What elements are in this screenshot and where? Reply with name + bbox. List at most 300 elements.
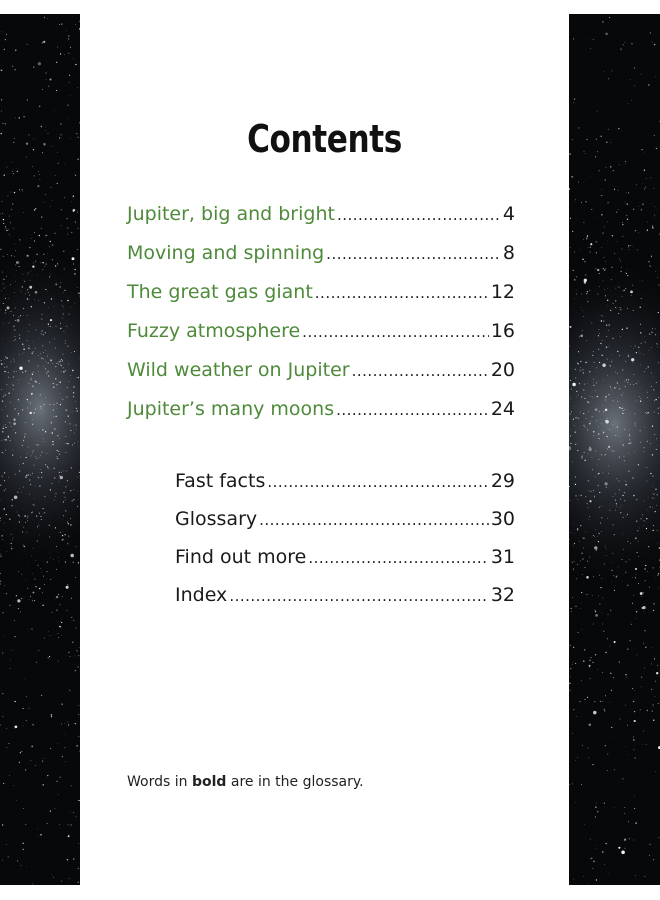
star	[0, 499, 1, 500]
star	[1, 290, 2, 291]
toc-entry[interactable]	[175, 546, 515, 568]
star	[606, 167, 607, 168]
star	[599, 459, 600, 460]
star	[78, 882, 79, 883]
star	[640, 430, 641, 431]
toc-entry-page: 16	[490, 320, 515, 342]
star	[631, 346, 632, 347]
star	[628, 103, 629, 104]
star	[64, 164, 65, 165]
star	[61, 398, 62, 399]
star	[583, 270, 584, 271]
star	[68, 53, 69, 54]
star	[13, 537, 14, 538]
star	[607, 518, 608, 519]
star	[5, 357, 6, 358]
star	[58, 458, 59, 459]
star	[75, 627, 76, 628]
star	[625, 161, 626, 162]
star	[32, 600, 33, 601]
star	[583, 222, 584, 223]
star	[603, 432, 604, 433]
star	[607, 359, 608, 360]
star	[573, 709, 574, 710]
star	[58, 451, 59, 452]
star	[584, 824, 585, 825]
star	[3, 223, 4, 224]
star	[14, 329, 15, 330]
toc-entry[interactable]	[127, 398, 515, 420]
star	[596, 550, 597, 551]
star	[654, 412, 655, 413]
star	[620, 261, 621, 262]
star	[57, 456, 58, 457]
star	[4, 174, 5, 175]
star	[71, 785, 72, 786]
star	[573, 568, 574, 569]
toc-entry[interactable]	[127, 359, 515, 381]
star	[620, 507, 621, 508]
star	[657, 347, 658, 348]
star	[596, 382, 597, 383]
star	[43, 359, 44, 360]
star	[606, 324, 607, 325]
star	[619, 661, 620, 662]
toc-leader-dots	[267, 473, 488, 491]
toc-entry[interactable]	[175, 584, 515, 606]
star	[614, 807, 615, 808]
toc-entry-label: Wild weather on Jupiter	[127, 359, 350, 381]
toc-entry[interactable]	[127, 203, 515, 225]
star	[54, 339, 55, 340]
star	[588, 505, 589, 506]
star	[601, 531, 602, 532]
star	[59, 438, 60, 439]
star	[49, 342, 50, 343]
star	[651, 332, 652, 333]
star	[581, 396, 582, 397]
star	[602, 672, 603, 673]
star	[51, 146, 52, 147]
star	[58, 661, 59, 662]
star	[32, 598, 33, 599]
star	[59, 475, 60, 476]
star	[617, 241, 618, 242]
star	[618, 287, 619, 288]
star	[5, 39, 6, 40]
star	[656, 148, 657, 149]
star	[611, 267, 612, 268]
star	[629, 193, 630, 194]
star	[55, 378, 56, 379]
star	[54, 110, 55, 111]
star	[655, 499, 656, 500]
star	[21, 751, 22, 752]
star	[588, 490, 589, 491]
star	[17, 418, 18, 419]
star	[27, 44, 28, 45]
star	[609, 874, 610, 875]
star	[62, 596, 63, 597]
star	[35, 456, 36, 457]
star	[3, 453, 4, 454]
star	[588, 757, 589, 758]
star	[51, 422, 52, 423]
star	[50, 748, 51, 749]
star	[570, 380, 571, 381]
star	[74, 386, 75, 387]
star	[65, 500, 66, 501]
star	[65, 735, 66, 736]
star	[595, 529, 596, 530]
star	[569, 153, 570, 154]
star	[63, 331, 64, 332]
star	[3, 636, 4, 637]
star	[572, 664, 573, 665]
star	[60, 282, 61, 283]
star	[590, 858, 591, 859]
star	[2, 272, 3, 273]
star	[63, 539, 64, 540]
star	[648, 366, 649, 367]
star	[605, 547, 606, 548]
star	[19, 608, 20, 609]
star	[55, 283, 57, 285]
star	[651, 372, 652, 373]
star	[654, 188, 655, 189]
star	[1, 111, 2, 112]
star	[606, 843, 607, 844]
star	[59, 561, 60, 562]
star	[631, 100, 632, 101]
star	[67, 234, 68, 235]
star	[56, 416, 57, 417]
star	[593, 576, 594, 577]
star	[73, 263, 74, 264]
star	[654, 400, 655, 401]
star	[589, 500, 591, 502]
star	[28, 331, 29, 332]
star	[46, 79, 47, 80]
star	[54, 598, 55, 599]
star	[582, 603, 583, 604]
toc-entry[interactable]	[127, 242, 515, 264]
star	[649, 844, 650, 845]
star	[628, 486, 629, 487]
star	[47, 578, 48, 579]
star	[601, 454, 602, 455]
star	[610, 646, 611, 647]
star	[48, 371, 49, 372]
star	[607, 418, 608, 419]
star	[63, 314, 64, 315]
toc-leader-dots	[259, 511, 489, 529]
star	[598, 433, 599, 434]
star	[6, 747, 7, 748]
star	[590, 247, 591, 248]
star	[644, 371, 645, 372]
star	[29, 324, 30, 325]
star	[601, 190, 602, 191]
star	[620, 271, 621, 272]
star	[574, 299, 575, 300]
star	[599, 438, 600, 439]
star	[636, 352, 637, 353]
star	[614, 387, 615, 388]
star	[598, 427, 599, 428]
star	[78, 491, 79, 492]
star	[59, 286, 60, 287]
star	[588, 453, 589, 454]
star	[40, 262, 41, 263]
star	[602, 340, 603, 341]
star	[628, 453, 629, 454]
star	[27, 255, 29, 257]
star	[43, 41, 45, 43]
star	[15, 307, 16, 308]
star	[647, 229, 648, 230]
star	[635, 757, 636, 758]
star	[575, 444, 576, 445]
star	[51, 875, 52, 876]
star	[37, 526, 38, 527]
star	[69, 82, 70, 83]
star	[6, 230, 7, 231]
star	[22, 189, 23, 190]
toc-entry-page: 24	[490, 398, 515, 420]
star	[655, 771, 656, 772]
star	[2, 824, 3, 825]
star	[637, 655, 638, 656]
star	[50, 359, 52, 361]
star	[78, 377, 79, 378]
star	[4, 586, 5, 587]
star	[625, 163, 626, 164]
star	[599, 286, 600, 287]
star	[658, 408, 659, 409]
star	[31, 455, 32, 456]
star	[48, 326, 49, 327]
star	[39, 383, 40, 384]
star	[574, 425, 575, 426]
star	[1, 70, 2, 71]
star	[590, 251, 591, 252]
star	[603, 268, 604, 269]
star	[63, 515, 64, 516]
star	[643, 520, 644, 521]
star	[582, 574, 583, 575]
star	[19, 488, 20, 489]
star	[653, 704, 654, 705]
star	[644, 188, 645, 189]
star	[622, 369, 623, 370]
star	[606, 262, 607, 263]
star	[593, 431, 595, 433]
star	[67, 543, 68, 544]
star	[636, 184, 637, 185]
star	[589, 884, 590, 885]
star	[61, 703, 62, 704]
star	[63, 367, 64, 368]
star	[635, 230, 636, 231]
star	[42, 42, 43, 43]
star	[0, 310, 1, 311]
star	[15, 725, 18, 728]
star	[595, 390, 596, 391]
star	[45, 130, 46, 131]
star	[0, 214, 1, 215]
toc-entry-label: Glossary	[175, 508, 258, 530]
star	[640, 592, 643, 595]
star	[592, 355, 593, 356]
toc-entry[interactable]	[175, 508, 515, 530]
star	[34, 209, 35, 210]
star	[37, 565, 38, 566]
star	[3, 303, 4, 304]
star	[636, 521, 637, 522]
star	[647, 397, 648, 398]
star	[59, 824, 60, 825]
star	[44, 17, 45, 18]
star	[602, 578, 603, 579]
star	[645, 187, 646, 188]
star	[633, 736, 634, 737]
star	[620, 512, 621, 513]
star	[639, 351, 640, 352]
star	[644, 568, 645, 569]
star	[575, 477, 576, 478]
star	[649, 400, 650, 401]
star	[76, 816, 77, 817]
star	[592, 468, 593, 469]
star	[1, 535, 2, 536]
star	[619, 489, 620, 490]
star	[23, 726, 24, 727]
star	[32, 386, 33, 387]
star	[5, 312, 6, 313]
star	[6, 593, 7, 594]
star	[64, 269, 65, 270]
star	[78, 868, 79, 869]
star	[64, 747, 65, 748]
star	[39, 472, 40, 473]
star	[52, 327, 53, 328]
star	[597, 669, 598, 670]
star	[60, 53, 61, 54]
star	[624, 848, 625, 849]
star	[60, 328, 61, 329]
star	[626, 561, 627, 562]
star	[48, 657, 49, 658]
star	[646, 413, 647, 414]
star	[626, 192, 627, 193]
star	[77, 442, 78, 443]
star	[2, 31, 3, 32]
star	[646, 481, 647, 482]
star	[2, 201, 3, 202]
star	[583, 538, 584, 539]
star	[593, 382, 594, 383]
star	[633, 310, 634, 311]
star	[658, 575, 659, 576]
star	[6, 844, 7, 845]
star	[19, 521, 20, 522]
star	[610, 386, 611, 387]
star	[43, 513, 44, 514]
star	[64, 497, 65, 498]
star	[69, 878, 70, 879]
star	[573, 647, 574, 648]
star	[645, 342, 646, 343]
star	[11, 548, 12, 549]
star	[42, 314, 43, 315]
star	[43, 784, 44, 785]
star	[653, 487, 654, 488]
star	[1, 440, 2, 441]
star	[67, 228, 68, 229]
star	[27, 340, 28, 341]
star	[70, 518, 71, 519]
toc-entry-page: 29	[490, 470, 515, 492]
star	[589, 665, 591, 667]
star	[39, 513, 40, 514]
star	[4, 363, 5, 364]
star	[44, 145, 45, 146]
star	[41, 331, 42, 332]
star	[602, 21, 603, 22]
star	[51, 423, 52, 424]
star	[73, 858, 74, 859]
star	[22, 390, 23, 391]
toc-entry[interactable]	[127, 320, 515, 342]
star	[647, 710, 648, 711]
star	[589, 290, 590, 291]
star	[654, 658, 655, 659]
star	[643, 592, 644, 593]
star	[11, 650, 12, 651]
star	[588, 247, 589, 248]
star	[621, 559, 622, 560]
star	[637, 250, 638, 251]
star	[650, 334, 651, 335]
star	[601, 195, 602, 196]
star	[61, 365, 62, 366]
toc-entry[interactable]	[175, 470, 515, 492]
star	[46, 373, 47, 374]
toc-entry[interactable]	[127, 281, 515, 303]
star	[577, 362, 578, 363]
star	[44, 758, 45, 759]
star	[656, 438, 657, 439]
star	[34, 232, 35, 233]
star	[646, 467, 647, 468]
toc-entry-label: Index	[175, 584, 228, 606]
star	[32, 629, 33, 630]
star	[13, 228, 14, 229]
star	[45, 264, 46, 265]
star	[28, 272, 29, 273]
star	[658, 397, 659, 398]
star	[608, 129, 609, 130]
star	[635, 875, 636, 876]
star	[4, 472, 5, 473]
milky-way-glow	[569, 254, 660, 594]
glossary-note-bold-word: bold	[191, 774, 227, 790]
star	[22, 344, 23, 345]
star	[608, 346, 609, 347]
star	[599, 362, 600, 363]
star	[26, 143, 28, 145]
